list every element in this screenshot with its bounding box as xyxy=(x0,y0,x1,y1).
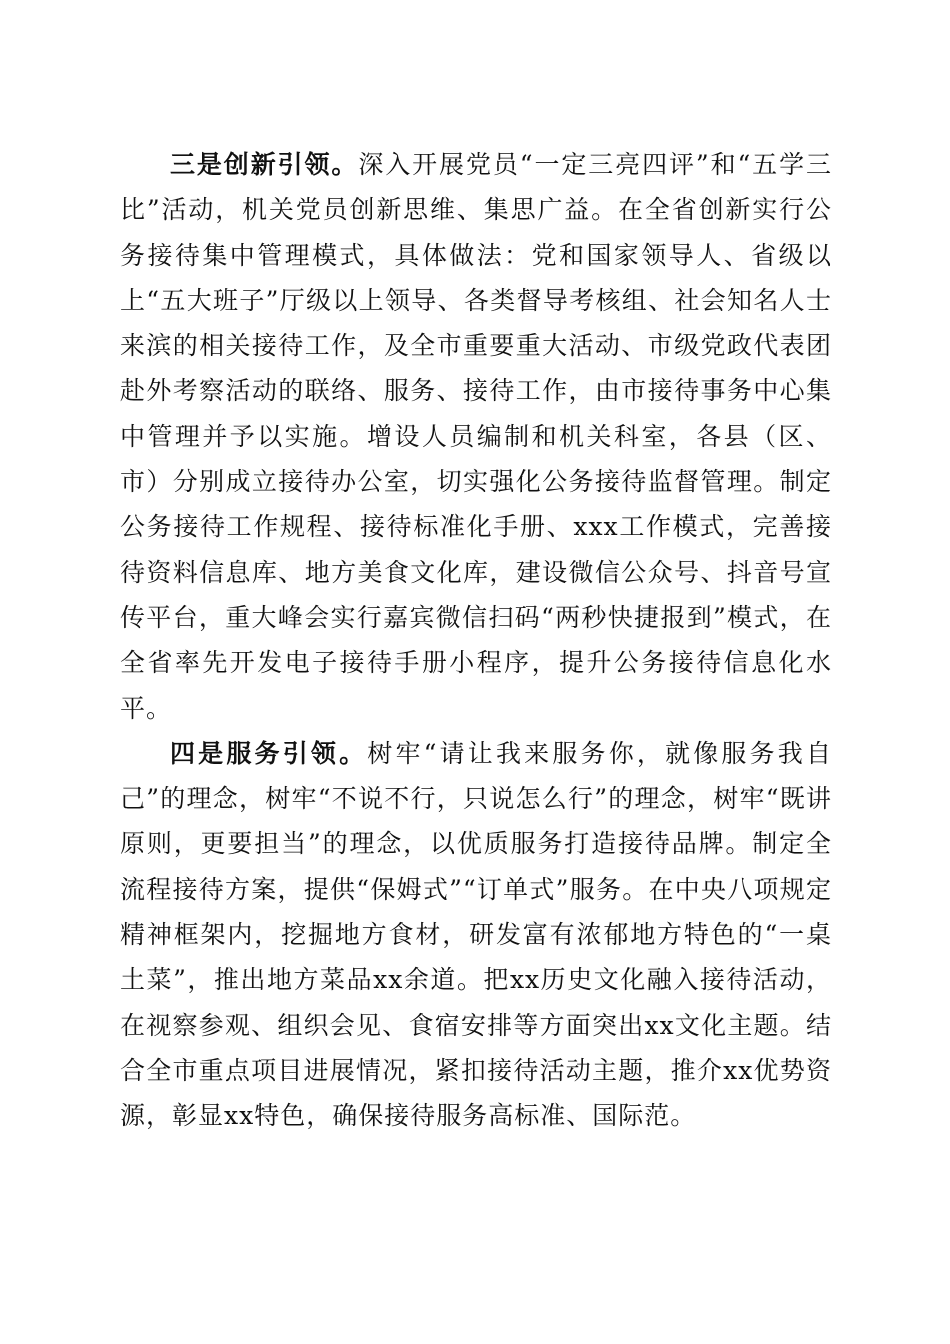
paragraph-text: 深入开展党员“一定三亮四评”和“五学三比”活动，机关党员创新思维、集思广益。在全省创新实行公务接待集中管理模式，具体做法：党和国家领导人、省级以上“五大班子”厅级以上领导、各类督导考核组、社会知名人士来滨的相关接待工作，及全市重要重大活动、市级党政代表团赴外考察活动的联络、服务、接待工作，由市接待事务中心集中管理并予以实施。增设人员编制和机关科室，各县（区、市）分别成立接待办公室，切实强化公务接待监督管理。制定公务接待工作规程、接待标准化手册、xxx工作模式，完善接待资料信息库、地方美食文化库，建设微信公众号、抖音号宣传平台，重大峰会实行嘉宾微信扫码“两秒快捷报到”模式，在全省率先开发电子接待手册小程序，提升公务接待信息化水平。 xyxy=(120,150,832,723)
paragraph-text: 树牢“请让我来服务你，就像服务我自己”的理念，树牢“不说不行，只说怎么行”的理念，树牢“既讲原则，更要担当”的理念，以优质服务打造接待品牌。制定全流程接待方案，提供“保姆式”“订单式”服务。在中央八项规定精神框架内，挖掘地方食材，研发富有浓郁地方特色的“一桌土菜”，推出地方菜品xx余道。把xx历史文化融入接待活动，在视察参观、组织会见、食宿安排等方面突出xx文化主题。结合全市重点项目进展情况，紧扣接待活动主题，推介xx优势资源，彰显xx特色，确保接待服务高标准、国际范。 xyxy=(120,738,832,1131)
paragraph-lead: 三是创新引领。 xyxy=(170,150,359,179)
paragraph-service xyxy=(120,731,832,1139)
document-body xyxy=(120,142,832,1139)
paragraph-innovation xyxy=(120,142,832,731)
paragraph-lead: 四是服务引领。 xyxy=(170,738,368,768)
